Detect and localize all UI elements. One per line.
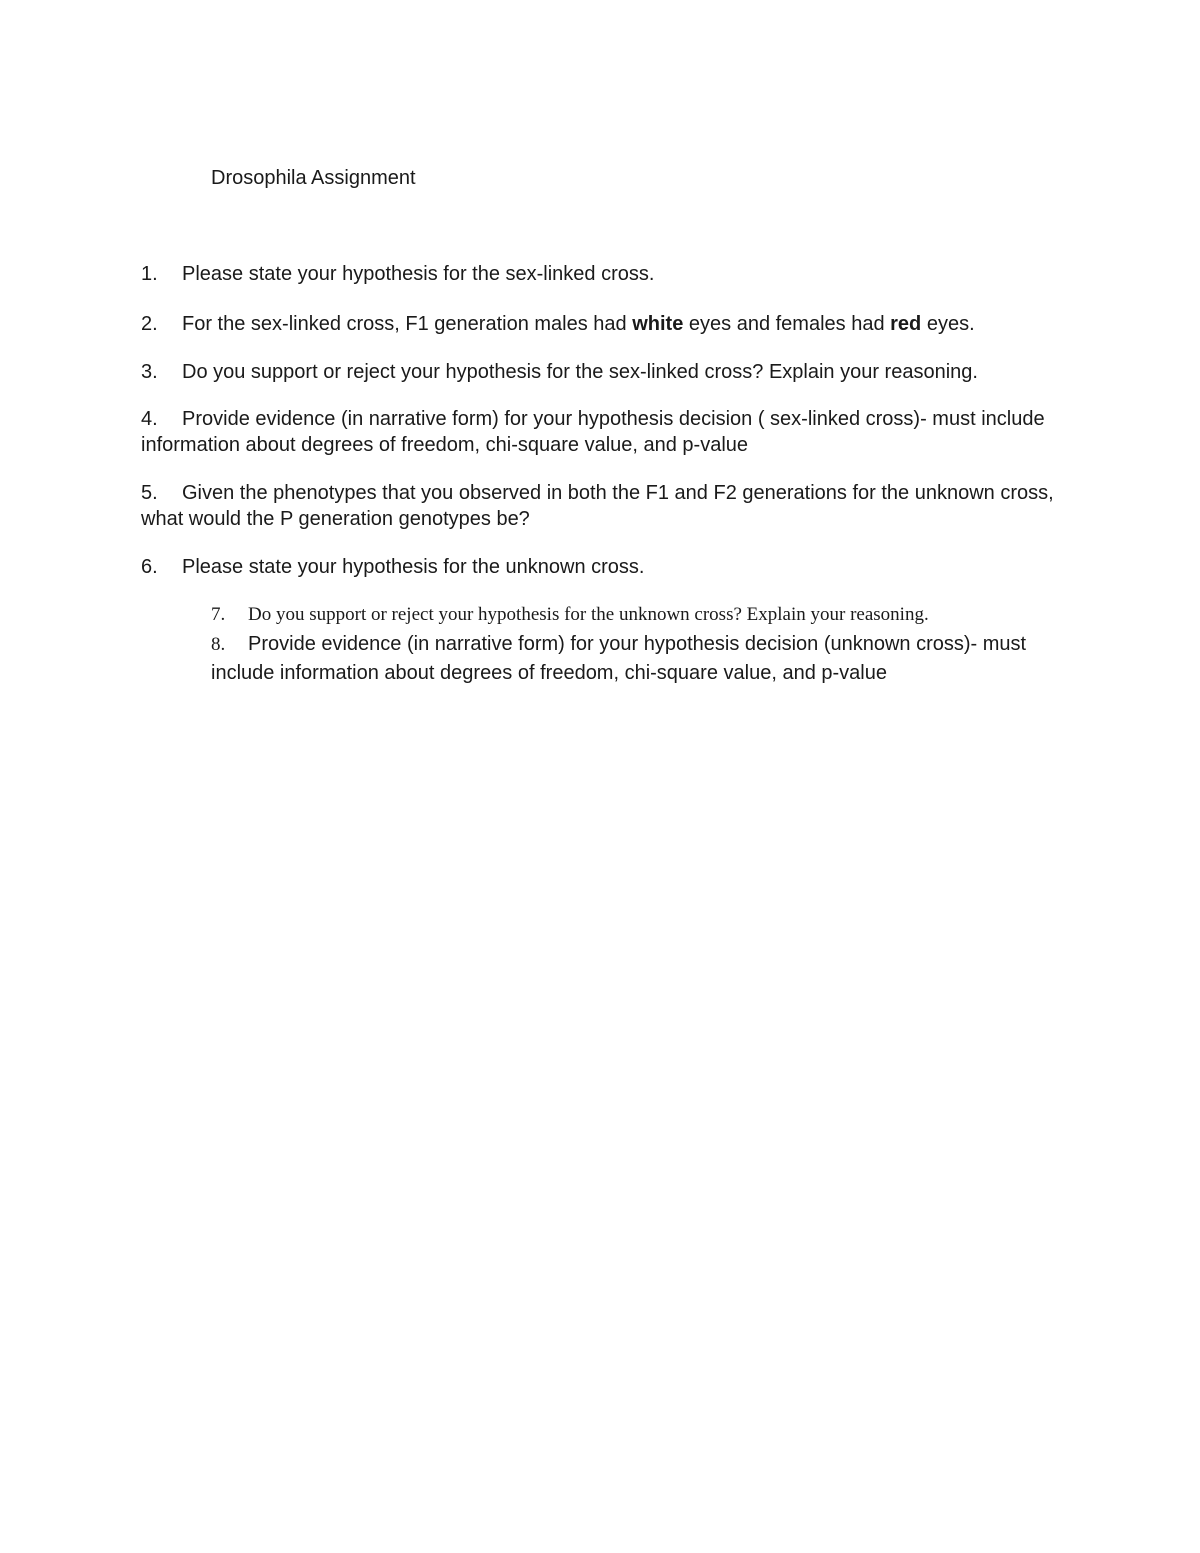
question-number: 6. bbox=[141, 556, 158, 578]
question-7 bbox=[211, 602, 1111, 628]
question-text-part: eyes. bbox=[921, 313, 975, 335]
bold-word-white: white bbox=[632, 313, 684, 335]
bold-word-red: red bbox=[890, 313, 922, 335]
question-number: 7. bbox=[211, 604, 226, 625]
question-text: Do you support or reject your hypothesis for the unknown cross? Explain your reasoning. bbox=[248, 604, 929, 625]
question-number: 1. bbox=[141, 263, 158, 285]
question-text: Please state your hypothesis for the sex-linked cross. bbox=[182, 263, 655, 285]
question-number: 3. bbox=[141, 361, 158, 383]
question-text: Please state your hypothesis for the unknown cross. bbox=[182, 556, 645, 578]
question-number: 4. bbox=[141, 408, 158, 430]
question-text: Provide evidence (in narrative form) for your hypothesis decision ( sex-linked cross)- must include information about degrees of freedom, chi-square value, and p-value bbox=[141, 408, 1045, 456]
question-5 bbox=[141, 480, 1081, 532]
question-8 bbox=[211, 630, 1061, 687]
question-text-part: For the sex-linked cross, F1 generation males had bbox=[182, 313, 633, 335]
question-text: Do you support or reject your hypothesis for the sex-linked cross? Explain your reasoning. bbox=[182, 361, 978, 383]
question-6 bbox=[141, 554, 1081, 580]
question-text: Given the phenotypes that you observed in both the F1 and F2 generations for the unknown cross, what would the P generation genotypes be? bbox=[141, 482, 1054, 530]
question-number: 8. bbox=[211, 634, 226, 655]
question-number: 2. bbox=[141, 313, 158, 335]
question-number: 5. bbox=[141, 482, 158, 504]
document-title: Drosophila Assignment bbox=[211, 167, 416, 189]
question-text: Provide evidence (in narrative form) for your hypothesis decision (unknown cross)- must include information about degrees of freedom, chi-square value, and p-value bbox=[211, 633, 1027, 684]
question-1 bbox=[141, 261, 1081, 287]
question-4 bbox=[141, 406, 1081, 458]
question-2 bbox=[141, 311, 1081, 337]
question-3 bbox=[141, 359, 1081, 385]
question-text-part: eyes and females had bbox=[683, 313, 891, 335]
